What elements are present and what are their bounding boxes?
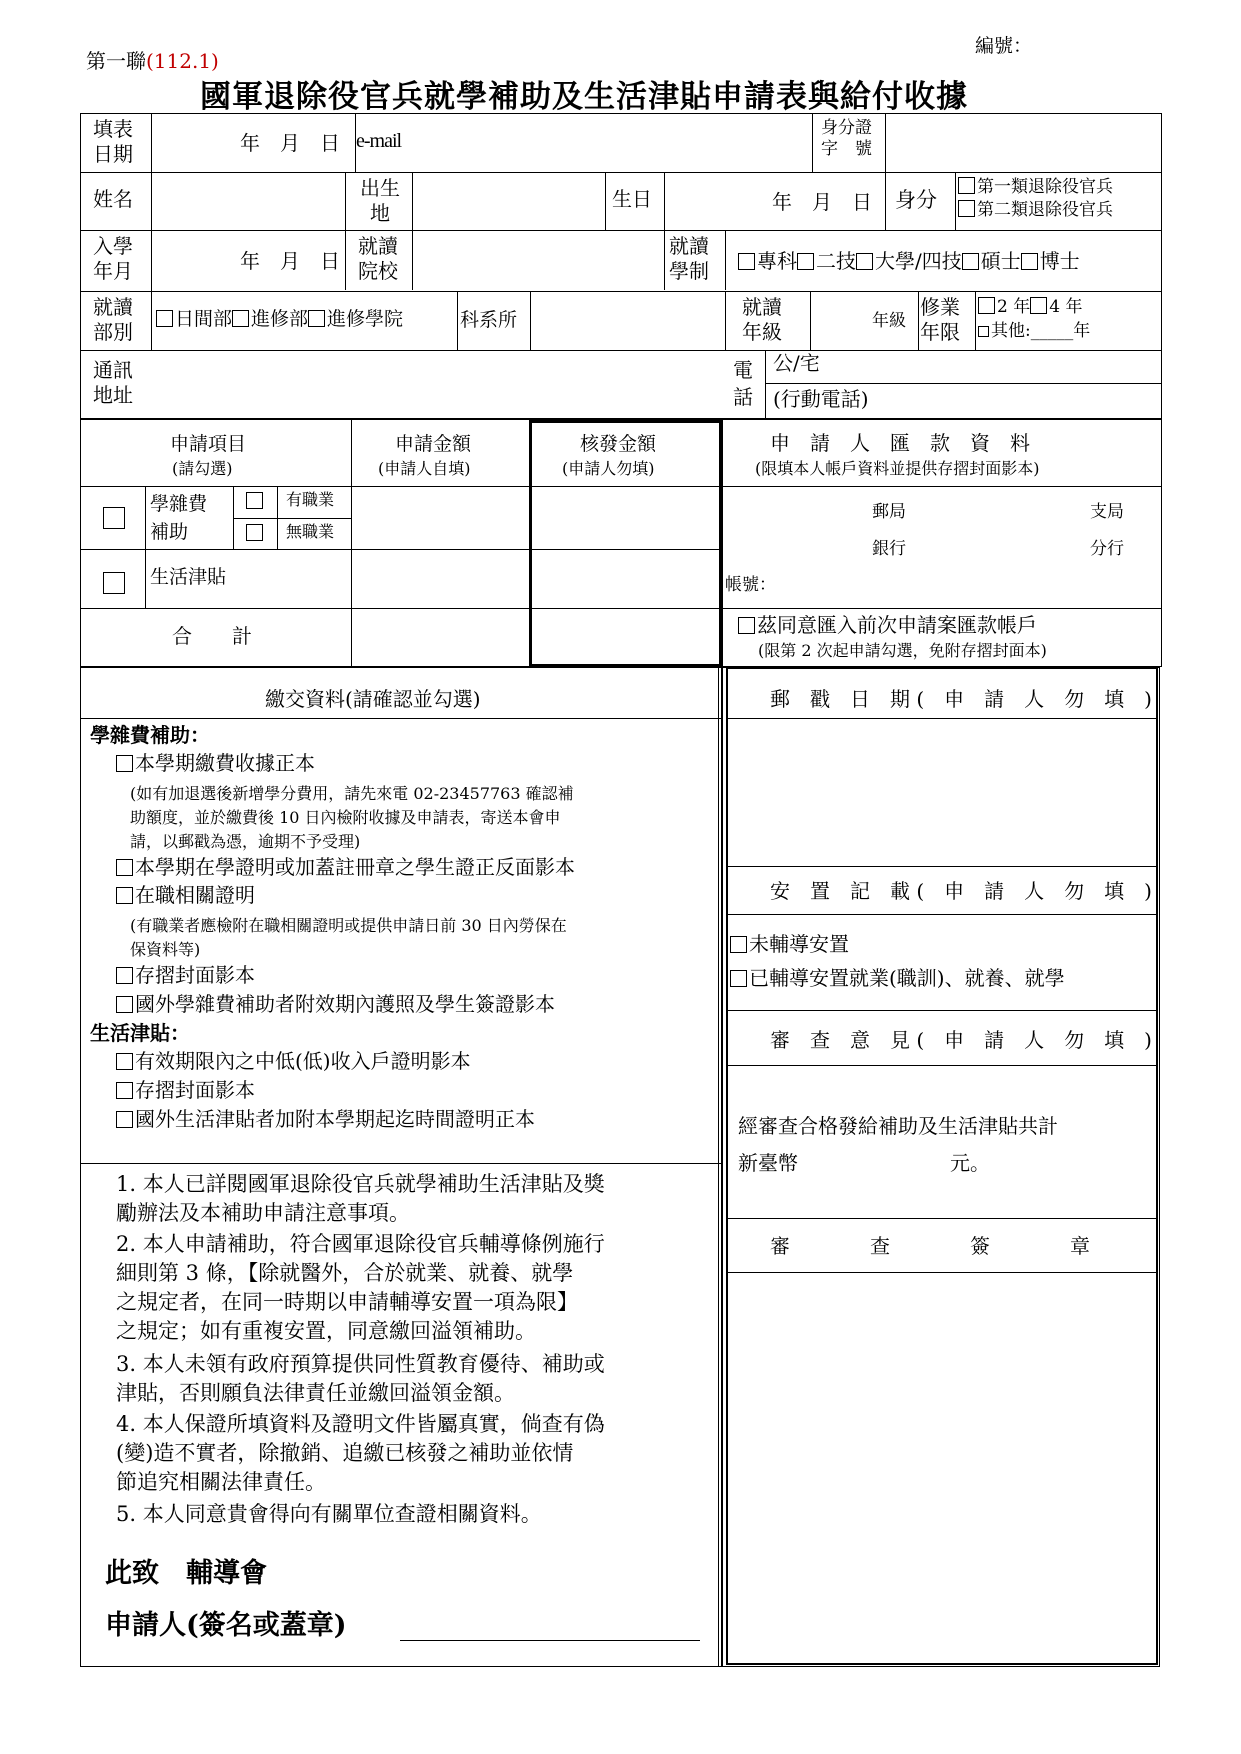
statement-4: 4. 本人保證所填資料及證明文件皆屬真實，倘查有偽 (變)造不實者，除撤銷、追繳已核發之補助並依情 節追究相關法律責任。 [116, 1412, 605, 1494]
living-doc-period[interactable]: 國外生活津貼者加附本學期起迄時間證明正本 [116, 1108, 535, 1131]
phone-home[interactable]: 公/宅 [773, 351, 820, 375]
checkbox-icon[interactable] [116, 967, 133, 984]
living-label: 生活津貼 [150, 566, 227, 588]
post-office-label: 郵局 [872, 502, 906, 522]
checkbox-icon[interactable] [308, 310, 325, 327]
bank-branch-label: 分行 [1090, 539, 1124, 559]
checkbox-icon[interactable] [232, 310, 249, 327]
total-label: 合 計 [172, 624, 252, 648]
tuition-doc-passbook[interactable]: 存摺封面影本 [116, 964, 255, 987]
division-label: 就讀 部別 [93, 295, 133, 344]
tuition-doc-enrollment[interactable]: 本學期在學證明或加蓋註冊章之學生證正反面影本 [116, 856, 575, 879]
apply-item-header: 申請項目 [170, 433, 247, 455]
checkbox-icon[interactable] [958, 177, 975, 194]
system-label: 就讀 學制 [669, 234, 709, 283]
checkbox-icon[interactable] [978, 326, 989, 337]
checkbox-icon[interactable] [738, 253, 755, 270]
checkbox-icon[interactable] [1030, 297, 1047, 314]
duration-other[interactable]: 其他:_____年 [978, 322, 1090, 342]
review-signature-header: 審 查 簽 章 [770, 1234, 1090, 1258]
checkbox-icon[interactable] [116, 1082, 133, 1099]
birthday-value[interactable]: 年 月 日 [772, 190, 872, 214]
review-unit: 元。 [950, 1151, 990, 1175]
checkbox-icon[interactable] [116, 1053, 133, 1070]
checkbox-icon[interactable] [730, 970, 747, 987]
apply-item-sub: (請勾選) [172, 459, 233, 478]
statement-5: 5. 本人同意貴會得向有關單位查證相關資料。 [116, 1502, 542, 1526]
placement-option-placed[interactable]: 已輔導安置就業(職訓)、就養、就學 [730, 967, 1065, 990]
apply-amount-sub: (申請人自填) [378, 459, 471, 478]
grade-label: 就讀 年級 [742, 295, 782, 344]
identity-option-2[interactable]: 第二類退除役官兵 [958, 200, 1113, 221]
checkbox-icon[interactable] [116, 859, 133, 876]
tuition-doc-receipt[interactable]: 本學期繳費收據正本 [116, 752, 315, 775]
birthplace-label: 出生 地 [360, 176, 400, 225]
checkbox-icon[interactable] [116, 996, 133, 1013]
account-label: 帳號： [725, 575, 776, 595]
fill-date-value[interactable]: 年 月 日 [240, 131, 340, 155]
checkbox-icon[interactable] [856, 253, 873, 270]
id-number-label: 身分證 字 號 [821, 118, 872, 159]
statement-2: 2. 本人申請補助，符合國軍退除役官兵輔導條例施行 細則第 3 條，【除就醫外，合於就業、就養、就學 之規定者，在同一時期以申請輔導安置一項為限】 之規定；如有重複安置，同意繳回溢領補助。 [116, 1232, 605, 1343]
division-options[interactable]: 日間部 進修部 進修學院 [156, 309, 403, 331]
apply-amount-header: 申請金額 [395, 433, 472, 455]
checkbox-icon[interactable] [962, 253, 979, 270]
review-header: 審 查 意 見 ( 申 請 人 勿 填 ) [770, 1028, 1152, 1052]
phone-label: 電 話 [733, 358, 753, 409]
birthday-label: 生日 [612, 187, 652, 211]
approved-amount-sub: (申請人勿填) [562, 459, 655, 478]
checkbox-icon[interactable] [116, 755, 133, 772]
approved-amount-header: 核發金額 [580, 433, 657, 455]
unemployed-checkbox[interactable] [246, 524, 263, 541]
serial-label: 編號： [975, 35, 1033, 57]
identity-label: 身分 [895, 188, 937, 212]
duration-label: 修業 年限 [920, 295, 960, 344]
fill-date-label: 填表 日期 [93, 117, 133, 166]
checkbox-icon[interactable] [730, 936, 747, 953]
review-text-1: 經審查合格發給補助及生活津貼共計 [738, 1114, 1058, 1138]
postmark-header: 郵 戳 日 期 ( 申 請 人 勿 填 ) [770, 687, 1152, 711]
checkbox-icon[interactable] [156, 310, 173, 327]
tuition-doc-employment[interactable]: 在職相關證明 [116, 884, 255, 907]
school-label: 就讀 院校 [358, 234, 398, 283]
closing-to: 此致 輔導會 [105, 1558, 267, 1589]
enroll-label: 入學 年月 [93, 234, 133, 283]
applicant-signature-label: 申請人(簽名或蓋章) [105, 1610, 347, 1641]
checkbox-icon[interactable] [797, 253, 814, 270]
agree-prev-note: (限第 2 次起申請勾選，免附存摺封面本) [758, 641, 1047, 660]
address-label: 通訊 地址 [93, 358, 133, 407]
enroll-value[interactable]: 年 月 日 [240, 249, 340, 273]
tuition-label: 學雜費 補助 [150, 493, 208, 543]
living-doc-passbook[interactable]: 存摺封面影本 [116, 1079, 255, 1102]
applicant-signature-line[interactable] [400, 1640, 700, 1641]
checkbox-icon[interactable] [958, 200, 975, 217]
tuition-checkbox[interactable] [103, 507, 125, 529]
identity-option-1[interactable]: 第一類退除役官兵 [958, 177, 1113, 198]
employed-label: 有職業 [286, 490, 335, 509]
tuition-doc-passport[interactable]: 國外學雜費補助者附效期內護照及學生簽證影本 [116, 993, 555, 1016]
remit-sub: (限填本人帳戶資料並提供存摺封面影本) [755, 459, 1040, 478]
living-checkbox[interactable] [103, 572, 125, 594]
checkbox-icon[interactable] [1021, 253, 1038, 270]
tuition-note-2: (有職業者應檢附在職相關證明或提供申請日前 30 日內勞保在 保資料等) [130, 916, 567, 959]
bank-label: 銀行 [872, 539, 906, 559]
phone-mobile[interactable]: (行動電話) [773, 387, 869, 411]
employed-checkbox[interactable] [246, 492, 263, 509]
checkbox-icon[interactable] [978, 297, 995, 314]
email-label: e-mail [356, 130, 402, 152]
grade-unit: 年級 [872, 311, 906, 331]
checkbox-icon[interactable] [116, 887, 133, 904]
unemployed-label: 無職業 [286, 522, 335, 541]
living-doc-income[interactable]: 有效期限內之中低(低)收入戶證明影本 [116, 1050, 471, 1073]
branch-label: 支局 [1090, 502, 1124, 522]
remit-header: 申 請 人 匯 款 資 料 [770, 431, 1030, 455]
checkbox-icon[interactable] [738, 617, 755, 634]
copy-label: 第一聯(112.1) [86, 49, 219, 73]
system-options[interactable]: 專科 二技 大學/四技 碩士 博士 [738, 250, 1080, 273]
statement-1: 1. 本人已詳閱國軍退除役官兵就學補助生活津貼及獎 勵辦法及本補助申請注意事項。 [116, 1172, 605, 1225]
statement-3: 3. 本人未領有政府預算提供同性質教育優待、補助或 津貼，否則願負法律責任並繳回溢領金額。 [116, 1352, 605, 1405]
placement-option-none[interactable]: 未輔導安置 [730, 933, 849, 956]
form-title: 國軍退除役官兵就學補助及生活津貼申請表與給付收據 [200, 79, 968, 115]
tuition-note-1: (如有加退選後新增學分費用，請先來電 02-23457763 確認補 助額度，並於繳費後 10 日內檢附收據及申請表，寄送本會申 請，以郵戳為憑，逾期不予受理) [130, 784, 574, 851]
docs-header: 繳交資料(請確認並勾選) [265, 687, 481, 711]
name-label: 姓名 [93, 187, 133, 211]
department-label: 科系所 [460, 309, 518, 331]
agree-prev-account[interactable]: 茲同意匯入前次申請案匯款帳戶 [738, 614, 1037, 637]
duration-options[interactable]: 2 年 4 年 [978, 297, 1082, 318]
tuition-docs-title: 學雜費補助： [90, 723, 210, 747]
review-text-2: 新臺幣 [738, 1151, 798, 1175]
placement-header: 安 置 記 載 ( 申 請 人 勿 填 ) [770, 879, 1152, 903]
living-docs-title: 生活津貼： [90, 1021, 190, 1045]
checkbox-icon[interactable] [116, 1111, 133, 1128]
